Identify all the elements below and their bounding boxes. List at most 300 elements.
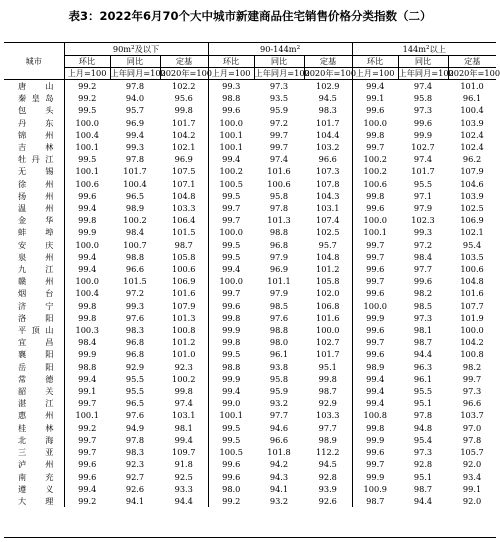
index-value-cell: 100.2 xyxy=(219,166,243,177)
index-value-cell: 94.2 xyxy=(269,459,289,470)
index-value-cell: 93.8 xyxy=(269,361,289,372)
index-value-cell: 104.8 xyxy=(460,276,484,287)
index-value-cell: 99.6 xyxy=(366,264,385,275)
index-value-cell: 100.4 xyxy=(460,105,484,116)
index-value-cell: 96.2 xyxy=(462,154,482,165)
index-value-cell: 104.8 xyxy=(160,190,208,202)
base-header-last-month: 上月=100 xyxy=(64,68,110,80)
index-value-cell: 99.4 xyxy=(160,434,208,446)
sub-header-yoy: 同比 xyxy=(254,56,304,68)
city-name: 济宁 xyxy=(4,300,64,312)
index-value-cell: 92.3 xyxy=(160,361,208,373)
index-value-cell: 107.5 xyxy=(160,165,208,177)
index-value-cell: 98.8 xyxy=(269,227,289,238)
index-value-cell: 98.8 xyxy=(269,325,289,336)
index-value-cell: 100.0 xyxy=(219,117,243,128)
index-value-cell: 97.4 xyxy=(160,397,208,409)
index-value-cell: 98.3 xyxy=(304,104,352,116)
index-value-cell: 101.5 xyxy=(160,226,208,238)
city-name: 惠州 xyxy=(4,409,64,421)
index-value-cell: 99.5 xyxy=(78,154,97,165)
index-value-cell: 98.8 xyxy=(78,361,97,372)
index-value-cell: 99.7 xyxy=(366,239,385,250)
table-row xyxy=(4,153,496,165)
index-value-cell: 109.7 xyxy=(160,446,208,458)
index-value-cell: 96.8 xyxy=(125,337,145,348)
index-value-cell: 103.9 xyxy=(460,190,484,201)
index-value-cell: 101.6 xyxy=(304,312,352,324)
index-value-cell: 101.5 xyxy=(123,276,147,287)
index-value-cell: 95.1 xyxy=(413,398,433,409)
table-row xyxy=(4,117,496,129)
index-value-cell: 92.6 xyxy=(125,483,145,494)
sub-header-yoy: 同比 xyxy=(398,56,448,68)
table-row xyxy=(4,495,496,507)
index-value-cell: 99.9 xyxy=(78,349,97,360)
index-value-cell: 100.8 xyxy=(160,324,208,336)
index-value-cell: 104.3 xyxy=(304,190,352,202)
index-value-cell: 96.6 xyxy=(304,153,352,165)
index-value-cell: 99.7 xyxy=(366,276,385,287)
index-value-cell: 99.7 xyxy=(366,337,385,348)
index-value-cell: 97.3 xyxy=(413,105,433,116)
index-value-cell: 96.9 xyxy=(125,117,145,128)
index-value-cell: 100.1 xyxy=(363,227,387,238)
sub-header-mom: 环比 xyxy=(352,56,398,68)
table-row xyxy=(4,422,496,434)
index-value-cell: 100.0 xyxy=(363,215,387,226)
city-name: 牡丹江 xyxy=(4,153,64,165)
sub-header-base: 定基 xyxy=(448,56,496,68)
index-value-cell: 100.0 xyxy=(219,276,243,287)
city-name: 遵义 xyxy=(4,483,64,495)
city-name: 锦州 xyxy=(4,129,64,141)
index-value-cell: 94.0 xyxy=(125,93,145,104)
index-value-cell: 101.7 xyxy=(160,117,208,129)
index-value-cell: 99.4 xyxy=(78,203,97,214)
table-row xyxy=(4,373,496,385)
index-value-cell: 107.3 xyxy=(304,165,352,177)
index-value-cell: 93.4 xyxy=(462,471,482,482)
index-value-cell: 98.7 xyxy=(160,239,208,251)
base-header-2020: 2020年=100 xyxy=(160,68,213,78)
index-value-cell: 101.7 xyxy=(304,348,352,360)
index-value-cell: 100.8 xyxy=(460,349,484,360)
index-value-cell: 99.1 xyxy=(78,386,97,397)
index-value-cell: 95.4 xyxy=(462,239,482,250)
index-value-cell: 99.3 xyxy=(413,227,433,238)
index-value-cell: 100.4 xyxy=(123,178,147,189)
index-value-cell: 99.3 xyxy=(125,300,145,311)
table-row xyxy=(4,251,496,263)
index-value-cell: 101.6 xyxy=(460,288,484,299)
index-value-cell: 97.9 xyxy=(269,251,289,262)
index-value-cell: 102.2 xyxy=(160,80,208,93)
index-value-cell: 100.1 xyxy=(219,129,243,140)
index-value-cell: 99.8 xyxy=(78,215,97,226)
index-value-cell: 103.3 xyxy=(304,409,352,421)
index-value-cell: 94.5 xyxy=(304,458,352,470)
index-value-cell: 99.9 xyxy=(222,373,241,384)
index-value-cell: 99.6 xyxy=(366,288,385,299)
index-value-cell: 98.8 xyxy=(222,361,241,372)
index-value-cell: 99.4 xyxy=(78,373,97,384)
city-name: 无锡 xyxy=(4,165,64,177)
index-value-cell: 102.7 xyxy=(304,336,352,348)
index-value-cell: 100.0 xyxy=(75,117,99,128)
index-value-cell: 100.3 xyxy=(75,325,99,336)
city-name: 吉林 xyxy=(4,141,64,153)
city-name: 包头 xyxy=(4,104,64,116)
table-row xyxy=(4,190,496,202)
index-value-cell: 99.7 xyxy=(78,434,97,445)
sub-header-mom: 环比 xyxy=(208,56,254,68)
city-name: 赣州 xyxy=(4,275,64,287)
index-value-cell: 95.5 xyxy=(413,178,433,189)
index-value-cell: 98.4 xyxy=(125,227,145,238)
index-value-cell: 92.3 xyxy=(125,459,145,470)
index-value-cell: 96.6 xyxy=(269,434,289,445)
index-value-cell: 99.6 xyxy=(366,203,385,214)
index-value-cell: 102.4 xyxy=(460,129,484,140)
index-value-cell: 102.0 xyxy=(304,287,352,299)
index-value-cell: 96.6 xyxy=(125,264,145,275)
index-value-cell: 99.2 xyxy=(78,81,97,91)
group-header-large: $144m^2$以上 xyxy=(352,43,496,56)
index-value-cell: 94.9 xyxy=(125,422,145,433)
index-value-cell: 100.9 xyxy=(363,483,387,494)
index-value-cell: 103.5 xyxy=(460,251,484,262)
index-value-cell: 99.9 xyxy=(78,227,97,238)
city-name: 洛阳 xyxy=(4,312,64,324)
index-value-cell: 99.7 xyxy=(78,398,97,409)
table-row xyxy=(4,434,496,446)
index-value-cell: 99.7 xyxy=(222,203,241,214)
index-value-cell: 99.6 xyxy=(78,459,97,470)
index-value-cell: 101.0 xyxy=(160,348,208,360)
group-header-small: $90m^2$及以下 xyxy=(64,43,208,56)
index-value-cell: 97.8 xyxy=(125,434,145,445)
table-row xyxy=(4,178,496,190)
index-value-cell: 99.6 xyxy=(366,105,385,116)
index-value-cell: 107.9 xyxy=(160,300,208,312)
index-value-cell: 99.8 xyxy=(78,300,97,311)
index-value-cell: 97.8 xyxy=(125,81,145,91)
index-value-cell: 105.8 xyxy=(160,251,208,263)
index-value-cell: 99.6 xyxy=(366,349,385,360)
index-value-cell: 99.7 xyxy=(366,251,385,262)
index-value-cell: 97.4 xyxy=(269,154,289,165)
index-value-cell: 101.7 xyxy=(304,117,352,129)
index-value-cell: 98.7 xyxy=(366,495,385,506)
city-name: 徐州 xyxy=(4,178,64,190)
index-value-cell: 103.7 xyxy=(460,410,484,421)
index-value-cell: 99.4 xyxy=(222,264,241,275)
index-value-cell: 99.9 xyxy=(366,434,385,445)
index-value-cell: 100.1 xyxy=(75,142,99,153)
table-row xyxy=(4,202,496,214)
city-name: 金华 xyxy=(4,214,64,226)
index-value-cell: 99.6 xyxy=(78,190,97,201)
city-name: 九江 xyxy=(4,263,64,275)
index-value-cell: 99.4 xyxy=(222,154,241,165)
index-value-cell: 99.0 xyxy=(222,398,241,409)
index-value-cell: 97.8 xyxy=(462,434,482,445)
index-value-cell: 101.1 xyxy=(267,276,291,287)
index-value-cell: 99.4 xyxy=(222,386,241,397)
index-value-cell: 107.4 xyxy=(304,214,352,226)
index-value-cell: 95.5 xyxy=(125,373,145,384)
index-value-cell: 98.0 xyxy=(222,483,241,494)
index-value-cell: 99.7 xyxy=(269,129,289,140)
index-value-cell: 100.5 xyxy=(219,447,243,458)
index-value-cell: 104.2 xyxy=(160,129,208,141)
index-value-cell: 100.1 xyxy=(75,166,99,177)
table-row xyxy=(4,446,496,458)
index-value-cell: 97.9 xyxy=(269,288,289,299)
index-value-cell: 92.0 xyxy=(462,495,482,506)
index-value-cell: 97.6 xyxy=(125,312,145,323)
index-value-cell: 100.0 xyxy=(460,325,484,336)
index-value-cell: 98.3 xyxy=(125,447,145,458)
index-value-cell: 97.7 xyxy=(269,410,289,421)
index-value-cell: 94.1 xyxy=(269,483,289,494)
index-value-cell: 100.2 xyxy=(160,373,208,385)
index-value-cell: 101.6 xyxy=(267,166,291,177)
index-value-cell: 95.7 xyxy=(125,105,145,116)
index-value-cell: 104.6 xyxy=(460,178,484,189)
index-value-cell: 92.8 xyxy=(304,471,352,483)
index-value-cell: 104.8 xyxy=(304,251,352,263)
index-value-cell: 96.3 xyxy=(413,361,433,372)
index-value-cell: 94.4 xyxy=(413,495,433,506)
index-value-cell: 99.4 xyxy=(366,386,385,397)
index-value-cell: 99.1 xyxy=(366,93,385,104)
index-value-cell: 96.1 xyxy=(462,93,482,104)
city-name: 宜昌 xyxy=(4,336,64,348)
index-value-cell: 99.4 xyxy=(78,483,97,494)
sub-header-mom: 环比 xyxy=(64,56,110,68)
index-value-cell: 98.7 xyxy=(304,385,352,397)
index-value-cell: 98.1 xyxy=(413,325,433,336)
index-value-cell: 96.5 xyxy=(125,398,145,409)
index-value-cell: 97.8 xyxy=(413,410,433,421)
index-value-cell: 99.2 xyxy=(78,422,97,433)
table-row xyxy=(4,104,496,116)
index-value-cell: 98.7 xyxy=(413,337,433,348)
index-value-cell: 106.9 xyxy=(460,215,484,226)
table-body xyxy=(4,80,496,508)
city-name: 襄阳 xyxy=(4,348,64,360)
base-header-last-month: 上月=100 xyxy=(352,68,398,80)
index-value-cell: 97.6 xyxy=(269,312,289,323)
index-value-cell: 98.7 xyxy=(413,483,433,494)
index-value-cell: 91.8 xyxy=(160,458,208,470)
index-value-cell: 97.9 xyxy=(413,203,433,214)
index-value-cell: 94.6 xyxy=(269,422,289,433)
index-value-cell: 100.2 xyxy=(363,166,387,177)
index-value-cell: 97.2 xyxy=(269,117,289,128)
index-value-cell: 96.1 xyxy=(269,349,289,360)
index-value-cell: 100.6 xyxy=(267,178,291,189)
index-value-cell: 96.9 xyxy=(160,153,208,165)
index-value-cell: 95.8 xyxy=(269,373,289,384)
index-value-cell: 99.8 xyxy=(304,373,352,385)
index-value-cell: 99.2 xyxy=(78,93,97,104)
index-value-cell: 99.9 xyxy=(222,325,241,336)
index-value-cell: 99.5 xyxy=(78,105,97,116)
index-value-cell: 93.3 xyxy=(160,483,208,495)
index-value-cell: 97.3 xyxy=(269,81,289,91)
index-value-cell: 100.1 xyxy=(75,410,99,421)
price-index-table xyxy=(4,43,500,507)
index-value-cell: 96.5 xyxy=(125,190,145,201)
index-value-cell: 97.7 xyxy=(304,422,352,434)
index-value-cell: 99.8 xyxy=(222,337,241,348)
city-name: 岳阳 xyxy=(4,361,64,373)
index-value-cell: 101.0 xyxy=(460,81,484,91)
index-value-cell: 93.5 xyxy=(269,93,289,104)
index-value-cell: 97.7 xyxy=(413,264,433,275)
index-value-cell: 98.9 xyxy=(366,361,385,372)
index-value-cell: 100.8 xyxy=(363,410,387,421)
index-value-cell: 98.5 xyxy=(413,300,433,311)
index-value-cell: 106.8 xyxy=(304,300,352,312)
group-header-medium: $90-144m^2$ xyxy=(208,43,352,56)
index-value-cell: 106.9 xyxy=(160,275,208,287)
table-row xyxy=(4,397,496,409)
city-name: 三亚 xyxy=(4,446,64,458)
city-name: 泸州 xyxy=(4,458,64,470)
table-title: 表3：2022年6月70个大中城市新建商品住宅销售价格分类指数（二） xyxy=(68,9,432,23)
sub-header-base: 定基 xyxy=(160,56,208,68)
index-value-cell: 100.1 xyxy=(219,410,243,421)
index-value-cell: 99.8 xyxy=(366,422,385,433)
city-name: 桂林 xyxy=(4,422,64,434)
index-value-cell: 94.8 xyxy=(413,422,433,433)
index-value-cell: 98.0 xyxy=(269,337,289,348)
index-value-cell: 99.8 xyxy=(160,104,208,116)
index-value-cell: 99.4 xyxy=(78,251,97,262)
index-value-cell: 101.9 xyxy=(460,312,484,323)
index-value-cell: 99.9 xyxy=(366,471,385,482)
index-value-cell: 99.4 xyxy=(366,398,385,409)
table-row xyxy=(4,312,496,324)
table-row xyxy=(4,275,496,287)
index-value-cell: 95.5 xyxy=(413,386,433,397)
index-value-cell: 94.4 xyxy=(413,349,433,360)
index-value-cell: 93.2 xyxy=(269,495,289,506)
table-row xyxy=(4,287,496,299)
index-value-cell: 99.6 xyxy=(222,459,241,470)
index-value-cell: 99.5 xyxy=(222,239,241,250)
index-value-cell: 104.2 xyxy=(460,337,484,348)
index-value-cell: 95.6 xyxy=(160,92,208,104)
table-row xyxy=(4,336,496,348)
index-value-cell: 97.3 xyxy=(413,447,433,458)
index-value-cell: 97.8 xyxy=(125,154,145,165)
index-value-cell: 96.1 xyxy=(413,373,433,384)
index-value-cell: 92.6 xyxy=(304,495,352,507)
index-value-cell: 95.8 xyxy=(269,190,289,201)
index-value-cell: 100.5 xyxy=(219,178,243,189)
table-row xyxy=(4,361,496,373)
city-name: 常德 xyxy=(4,373,64,385)
index-value-cell: 92.5 xyxy=(160,471,208,483)
index-value-cell: 99.7 xyxy=(462,373,482,384)
index-value-cell: 98.2 xyxy=(413,288,433,299)
index-value-cell: 100.0 xyxy=(363,300,387,311)
index-value-cell: 99.2 xyxy=(222,495,241,506)
city-name: 蚌埠 xyxy=(4,226,64,238)
table-row xyxy=(4,458,496,470)
index-value-cell: 92.9 xyxy=(125,361,145,372)
table-row xyxy=(4,92,496,104)
city-name: 北海 xyxy=(4,434,64,446)
index-value-cell: 99.5 xyxy=(222,251,241,262)
index-value-cell: 95.4 xyxy=(413,434,433,445)
index-value-cell: 96.8 xyxy=(269,239,289,250)
index-value-cell: 99.2 xyxy=(78,495,97,506)
index-value-cell: 93.2 xyxy=(269,398,289,409)
index-value-cell: 99.7 xyxy=(222,215,241,226)
index-value-cell: 99.5 xyxy=(222,349,241,360)
base-header-2020: 2020年=100 xyxy=(448,68,500,78)
index-value-cell: 105.8 xyxy=(304,275,352,287)
index-value-cell: 101.2 xyxy=(304,263,352,275)
index-value-cell: 99.5 xyxy=(222,190,241,201)
index-value-cell: 96.6 xyxy=(462,398,482,409)
index-value-cell: 95.5 xyxy=(125,386,145,397)
index-value-cell: 98.9 xyxy=(125,203,145,214)
index-value-cell: 100.2 xyxy=(123,215,147,226)
index-value-cell: 98.3 xyxy=(125,325,145,336)
index-value-cell: 99.6 xyxy=(366,447,385,458)
index-value-cell: 100.6 xyxy=(160,263,208,275)
index-value-cell: 103.1 xyxy=(160,409,208,421)
city-name: 韶关 xyxy=(4,385,64,397)
index-value-cell: 98.4 xyxy=(78,337,97,348)
index-value-cell: 101.3 xyxy=(267,215,291,226)
city-name: 平顶山 xyxy=(4,324,64,336)
index-value-cell: 102.1 xyxy=(160,141,208,153)
index-value-cell: 99.4 xyxy=(366,373,385,384)
index-value-cell: 94.5 xyxy=(304,92,352,104)
index-value-cell: 100.4 xyxy=(75,288,99,299)
index-value-cell: 112.2 xyxy=(304,446,352,458)
index-value-cell: 97.4 xyxy=(413,81,433,91)
index-value-cell: 103.1 xyxy=(304,202,352,214)
index-value-cell: 107.8 xyxy=(304,178,352,190)
base-header-2020: 2020年=100 xyxy=(304,68,357,78)
index-value-cell: 101.7 xyxy=(411,166,435,177)
index-value-cell: 95.8 xyxy=(413,93,433,104)
index-value-cell: 97.1 xyxy=(413,190,433,201)
index-value-cell: 92.7 xyxy=(125,471,145,482)
index-value-cell: 95.1 xyxy=(304,361,352,373)
city-name: 丹东 xyxy=(4,117,64,129)
index-value-cell: 102.5 xyxy=(304,226,352,238)
city-column-header: 城市 xyxy=(4,43,64,80)
index-value-cell: 97.4 xyxy=(413,154,433,165)
index-value-cell: 99.7 xyxy=(366,142,385,153)
index-value-cell: 99.4 xyxy=(125,129,145,140)
index-value-cell: 99.6 xyxy=(222,471,241,482)
index-value-cell: 99.6 xyxy=(222,105,241,116)
index-value-cell: 99.9 xyxy=(366,312,385,323)
index-value-cell: 99.4 xyxy=(78,264,97,275)
base-header-last-year: 上年同月=100 xyxy=(110,68,166,78)
